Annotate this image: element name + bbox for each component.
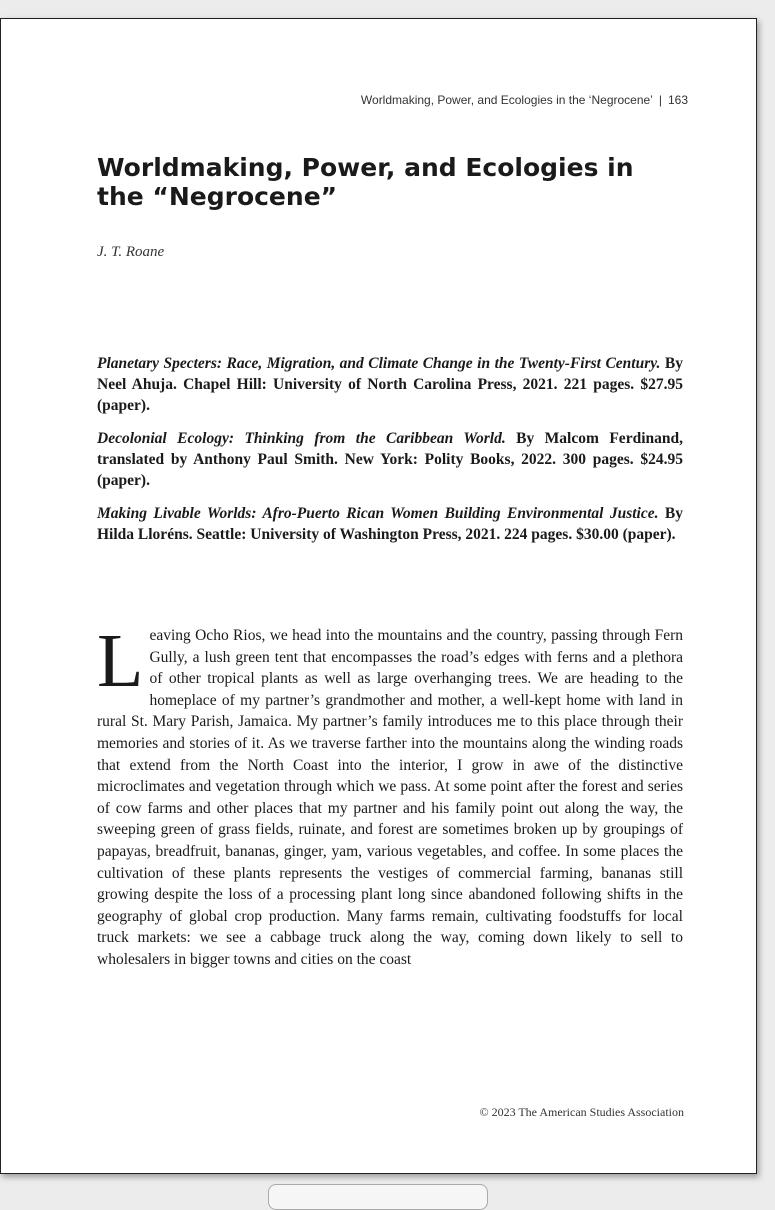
reviewed-book-entry	[97, 353, 683, 416]
book-title: Decolonial Ecology: Thinking from the Caribbean World.	[97, 430, 506, 447]
page-number: 163	[667, 93, 688, 107]
article-title: Worldmaking, Power, and Ecologies in the “Negrocene”	[97, 153, 634, 211]
article-author: J. T. Roane	[97, 244, 165, 260]
book-title: Making Livable Worlds: Afro-Puerto Rican Women Building Environmental Justice.	[97, 505, 659, 522]
running-head-title: Worldmaking, Power, and Ecologies in the ‘Negrocene’	[360, 93, 653, 107]
body-text: eaving Ocho Rios, we head into the mountains and the country, passing through Fern Gully, a lush green tent that encompasses the road’s edges with ferns and a plethora of other tropical plants as well as large overhanging trees. We are heading to the homeplace of my partner’s grandmother and mother, a well-kept home with land in rural St. Mary Parish, Jamaica. My partner’s family introduces me to this place through their memories and stories of it. As we traverse farther into the mountains along the winding roads that extend from the North Coast into the interior, I grow in awe of the distinctive microclimates and vegetation through which we pass. At some point after the forest and series of cow farms and other places that my partner and his family point out along the way, the sweeping green of grass fields, ruinate, and forest are sometimes broken up by groupings of papayas, breadfruit, bananas, ginger, yam, various vegetables, and coffee. In some places the cultivation of these plants represents the vestiges of commercial farming, bananas still growing despite the loss of a processing plant long since abandoned following shifts in the geography of global crop production. Many farms remain, cultivating foodstuffs for local truck markets: we see a cabbage truck along the way, coming down likely to sell to wholesalers in bigger towns and cities on the coast	[97, 627, 683, 968]
reviewed-book-entry	[97, 428, 683, 491]
running-head	[361, 93, 688, 107]
copyright-notice: © 2023 The American Studies Association	[479, 1105, 684, 1119]
body-paragraph	[97, 619, 683, 971]
book-title: Planetary Specters: Race, Migration, and Climate Change in the Twenty-First Century.	[97, 355, 661, 372]
page-scroll-handle[interactable]	[268, 1184, 488, 1210]
document-page	[0, 18, 757, 1174]
reviewed-book-entry	[97, 503, 683, 545]
book-details: By Neel Ahuja. Chapel Hill: University of North Carolina Press, 2021. 221 pages. $27.95 (paper).	[97, 355, 683, 414]
drop-cap: L	[97, 619, 144, 703]
reviewed-books-list	[97, 353, 683, 557]
book-details: By Hilda Lloréns. Seattle: University of Washington Press, 2021. 224 pages. $30.00 (paper).	[97, 505, 683, 543]
book-details: By Malcom Ferdinand, translated by Anthony Paul Smith. New York: Polity Books, 2022. 300 pages. $24.95 (paper).	[97, 430, 683, 489]
running-head-separator: |	[658, 93, 662, 107]
